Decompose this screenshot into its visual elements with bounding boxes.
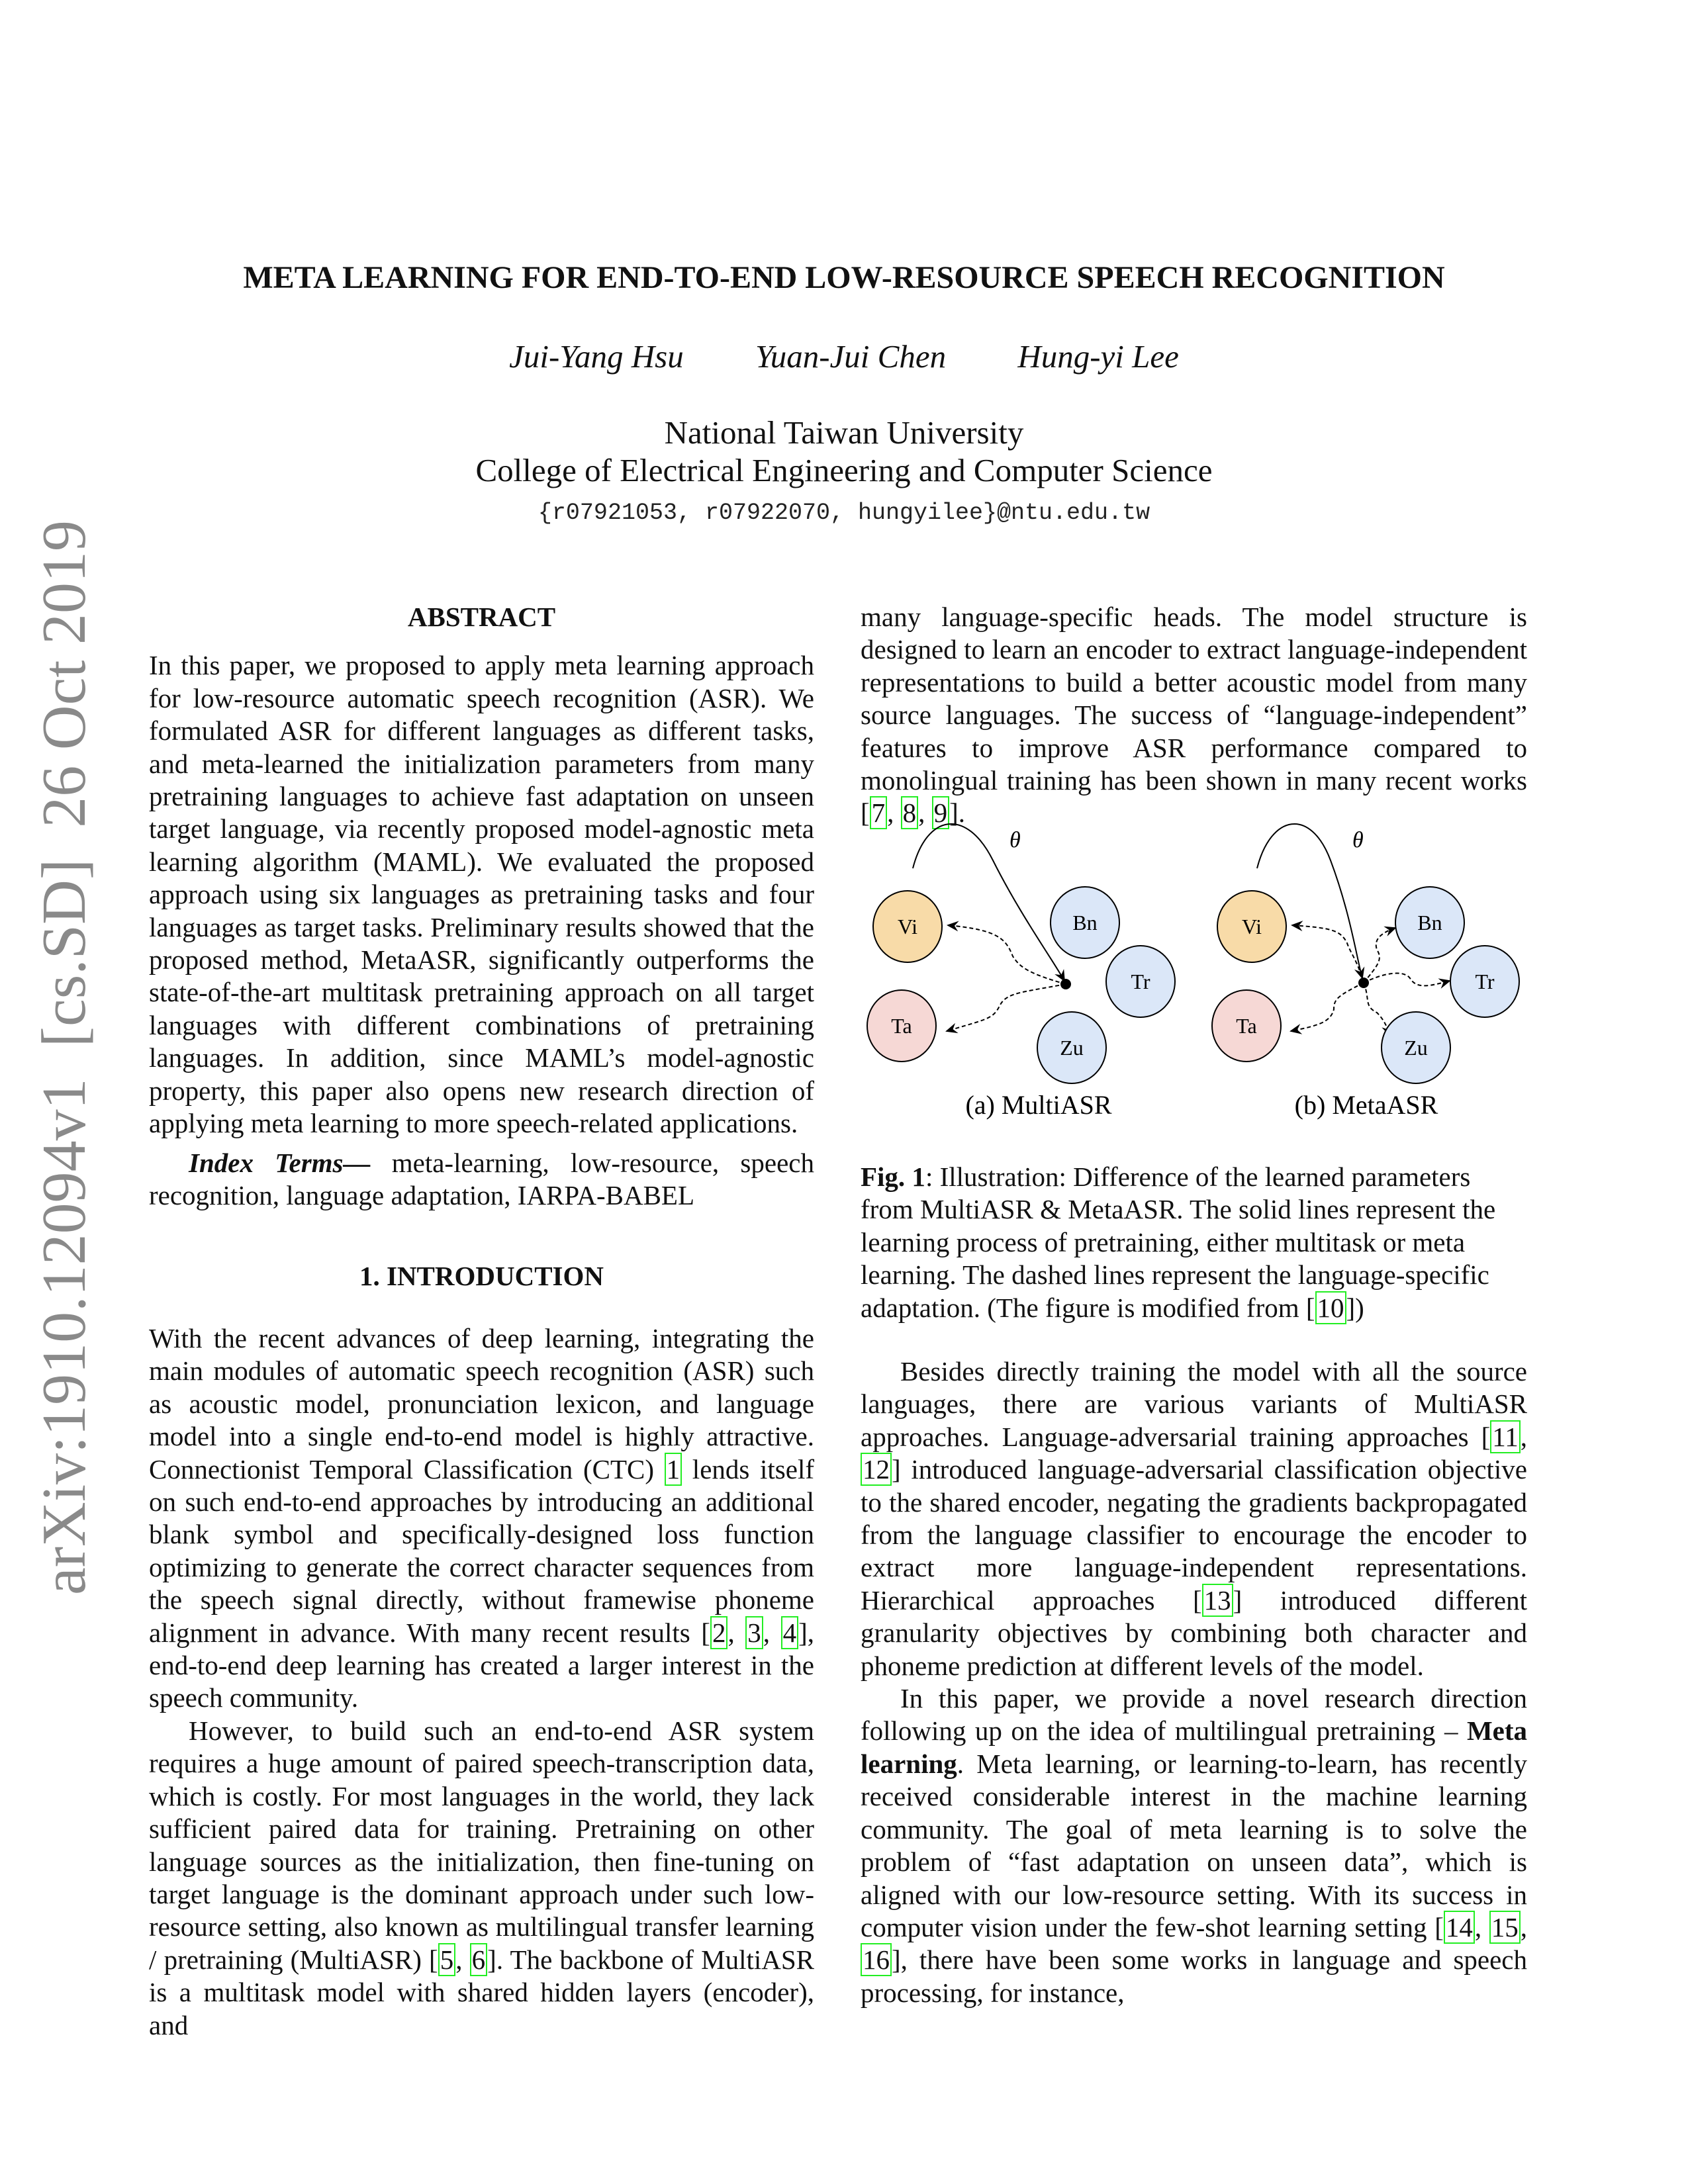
theta-label: θ <box>1009 828 1021 852</box>
citation-link[interactable]: 13 <box>1202 1584 1233 1617</box>
theta-label: θ <box>1352 828 1364 852</box>
index-terms-text: meta-learning, low-resource, speech recognition, language adaptation, IARPA-BABEL <box>149 1147 814 1210</box>
text-run: ]. <box>949 797 966 829</box>
abstract-heading: ABSTRACT <box>407 602 556 632</box>
text-run: , <box>455 1944 470 1975</box>
parameter-point <box>1358 978 1369 988</box>
pretraining-path <box>913 824 1064 981</box>
citation-link[interactable]: 16 <box>861 1943 892 1976</box>
paragraph <box>149 1715 814 2042</box>
text-run: , <box>1474 1911 1489 1942</box>
text-run: lends itself on such end-to-end approaches by introducing an additional blank symbol and specifically-designed loss function optimizing to generate the correct character sequences from the speech signal directly, without framewise phoneme alignment in advance. With many recent results [ <box>149 1453 814 1648</box>
text-run: , <box>1520 1911 1528 1942</box>
citation-link[interactable]: 3 <box>745 1616 763 1649</box>
citation-link[interactable]: 10 <box>1315 1291 1346 1324</box>
text-run: , <box>1520 1421 1527 1452</box>
text-run: many language-specific heads. The model structure is designed to learn an encoder to extract language-independent representations to build a better acoustic model from many source languages. The success of “language-independent” features to improve ASR performance compared to monolingual training has been shown in many recent works [ <box>861 602 1527 829</box>
citation-link[interactable]: 11 <box>1490 1420 1520 1453</box>
author-name: Jui-Yang Hsu <box>509 338 684 375</box>
abstract-text: In this paper, we proposed to apply meta learning approach for low-resource automatic speech recognition (ASR). We formulated ASR for different languages as different tasks, and meta-learned the initialization parameters from many pretraining languages to achieve fast adaptation on unseen target language, via recently proposed model-agnostic meta learning algorithm (MAML). We evaluated the proposed approach using six languages as pretraining tasks and four languages as target tasks. Preliminary results showed that the proposed method, MetaASR, significantly outperforms the state-of-the-art multitask pretraining approach on all target languages with different combinations of pretraining languages. In addition, since MAML’s model-agnostic property, this paper also opens new research direction of applying meta learning to more speech-related applications. <box>149 650 814 1139</box>
citation-link[interactable]: 5 <box>438 1943 456 1976</box>
node-label: Zu <box>1060 1036 1084 1060</box>
citation-link[interactable]: 12 <box>861 1453 892 1486</box>
citation-link[interactable]: 1 <box>665 1453 682 1486</box>
introduction-heading: 1. INTRODUCTION <box>359 1261 604 1291</box>
text-run: ] introduced different granularity objectives by combining both character and phoneme prediction at different levels of the model. <box>861 1584 1527 1681</box>
text-run: ]) <box>1346 1292 1364 1323</box>
right-column-body <box>861 1355 1527 2009</box>
abstract-section <box>149 601 814 1212</box>
citation-link[interactable]: 2 <box>710 1616 728 1649</box>
index-terms <box>149 1147 814 1212</box>
text-run: , <box>918 797 932 829</box>
index-terms-label: Index Terms— <box>189 1147 371 1178</box>
node-label: Bn <box>1417 911 1442 934</box>
paragraph <box>861 601 1527 830</box>
bold-text: Meta learning <box>861 1715 1527 1779</box>
citation-link[interactable]: 14 <box>1444 1911 1475 1944</box>
adaptation-arrow <box>1364 928 1395 983</box>
affiliation-college: College of Electrical Engineering and Computer Science <box>475 452 1213 488</box>
node-label: Ta <box>1236 1014 1257 1038</box>
author-list <box>0 338 1688 375</box>
figure-caption <box>861 1161 1527 1324</box>
adaptation-arrow <box>1364 974 1450 986</box>
author-name: Yuan-Jui Chen <box>755 338 947 375</box>
panel-metaasr <box>1212 824 1519 1120</box>
text-run: With the recent advances of deep learning, integrating the main modules of automatic speech recognition (ASR) such as acoustic model, pronunciation lexicon, and language model into a single end-to-end model is highly attractive. Connectionist Temporal Classification (CTC) <box>149 1323 814 1484</box>
citation-link[interactable]: 4 <box>781 1616 799 1649</box>
citation-link[interactable]: 6 <box>470 1943 488 1976</box>
paper-title: META LEARNING FOR END-TO-END LOW-RESOURCE SPEECH RECOGNITION <box>243 260 1445 295</box>
author-name: Hung-yi Lee <box>1017 338 1179 375</box>
text-run: , <box>887 797 901 829</box>
text-run: , <box>727 1617 746 1648</box>
author-emails: {r07921053, r07922070, hungyilee}@ntu.edu.tw <box>538 500 1150 526</box>
text-run: In this paper, we provide a novel research direction following up on the idea of multilingual pretraining – <box>861 1683 1527 1747</box>
node-label: Tr <box>1131 970 1150 993</box>
text-run: ]. The backbone of MultiASR is a multitask model with shared hidden layers (encoder), and <box>149 1944 814 2040</box>
arxiv-identifier: arXiv:1910.12094v1 [cs.SD] 26 Oct 2019 <box>30 520 99 1595</box>
node-label: Tr <box>1475 970 1495 993</box>
node-label: Bn <box>1072 911 1098 934</box>
paragraph <box>861 1682 1527 2009</box>
node-label: Vi <box>1241 915 1262 938</box>
adaptation-arrow <box>1291 983 1364 1031</box>
introduction-body <box>149 1322 814 2042</box>
figure-1 <box>854 807 1549 1138</box>
citation-link[interactable]: 8 <box>901 796 919 829</box>
text-run: : Illustration: Difference of the learned parameters from MultiASR & MetaASR. The solid lines represent the learning process of pretraining, either multitask or meta learning. The dashed lines represent the language-specific adaptation. (The figure is modified from [ <box>861 1161 1496 1323</box>
bold-text: Fig. 1 <box>861 1161 925 1192</box>
citation-link[interactable]: 15 <box>1489 1911 1521 1944</box>
text-run: , <box>763 1617 781 1648</box>
subcaption-a: (a) MultiASR <box>965 1090 1112 1120</box>
paragraph <box>861 1355 1527 1682</box>
adaptation-arrow <box>1364 983 1390 1036</box>
text-run: ], there have been some works in language and speech processing, for instance, <box>861 1944 1527 2008</box>
text-run: ] introduced language-adversarial classification objective to the shared encoder, negating the gradients backpropagated from the language classifier to encourage the encoder to extract more language-independent representations. Hierarchical approaches [ <box>861 1454 1527 1615</box>
affiliation-university: National Taiwan University <box>664 414 1024 451</box>
text-run: Besides directly training the model with all the source languages, there are various variants of MultiASR approaches. Language-adversarial training approaches [ <box>861 1356 1527 1452</box>
text-run: . Meta learning, or learning-to-learn, has recently received considerable interest in the machine learning community. The goal of meta learning is to solve the problem of “fast adaptation on unseen data”, which is aligned with our low-resource setting. With its success in computer vision under the few-shot learning setting [ <box>861 1748 1527 1942</box>
panel-multiasr <box>867 824 1175 1120</box>
node-label: Ta <box>891 1014 912 1038</box>
paragraph <box>149 1322 814 1715</box>
subcaption-b: (b) MetaASR <box>1294 1090 1438 1120</box>
node-label: Zu <box>1404 1036 1428 1060</box>
text-run: ], end-to-end deep learning has created a larger interest in the speech community. <box>149 1617 814 1713</box>
text-run: However, to build such an end-to-end ASR system requires a huge amount of paired speech-transcription data, which is costly. For most languages in the world, they lack sufficient paired data for training. Pretraining on other language sources as the initialization, then fine-tuning on target language is the dominant approach under such low-resource setting, also known as multilingual transfer learning / pretraining (MultiASR) [ <box>149 1715 814 1975</box>
citation-link[interactable]: 9 <box>932 796 950 829</box>
citation-link[interactable]: 7 <box>870 796 888 829</box>
parameter-point <box>1060 979 1071 989</box>
node-label: Vi <box>897 915 918 938</box>
